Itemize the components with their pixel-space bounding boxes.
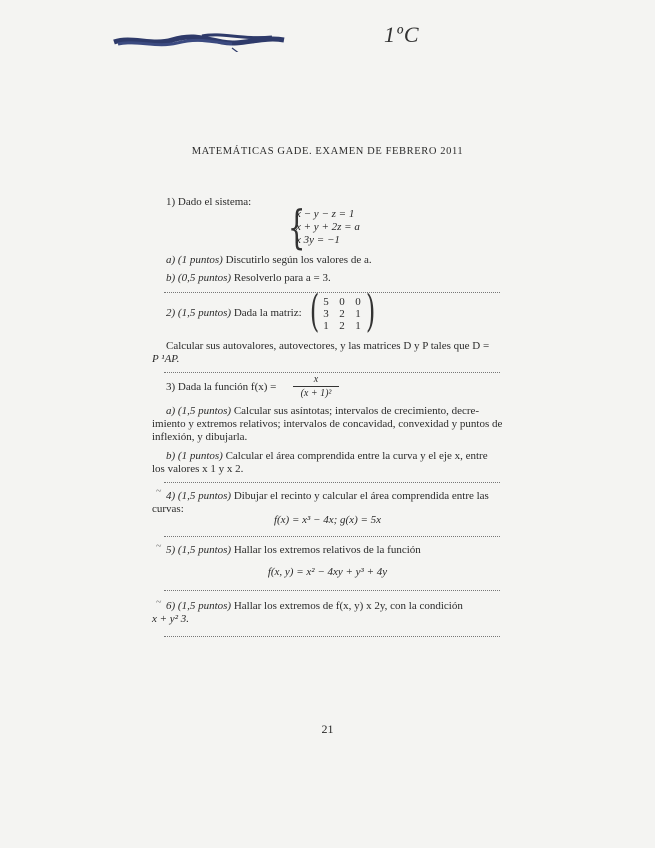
check-mark-icon: ~	[156, 486, 162, 497]
q4-line-2: curvas:	[152, 503, 184, 515]
q1-a-text: Discutirlo según los valores de a.	[225, 254, 372, 266]
q1-intro: 1) Dado el sistema:	[166, 196, 252, 208]
q1-b-points: b) (0,5 puntos)	[166, 272, 232, 284]
left-brace-icon: {	[287, 200, 306, 254]
left-paren-icon: (	[309, 286, 320, 337]
q6-text: Hallar los extremos de f(x, y) x 2y, con la condición	[233, 600, 463, 612]
q1-part-a	[166, 254, 372, 267]
q3-numerator: x	[313, 374, 319, 385]
q3-a-line-2: imiento y extremos relativos; intervalos de concavidad, convexidad y puntos de	[152, 418, 503, 430]
q5-text: Hallar los extremos relativos de la función	[233, 544, 421, 556]
q1-equation-3: x 3y = −1	[296, 234, 340, 246]
q2-statement	[166, 307, 302, 320]
matrix-cell: 5	[323, 296, 329, 308]
q4-line-1: Dibujar el recinto y calcular el área comprendida entre las	[233, 490, 489, 502]
matrix-cell: 2	[339, 308, 345, 320]
separator-2	[164, 372, 500, 373]
q5-statement	[166, 544, 421, 557]
q4-formula: f(x) = x³ − 4x; g(x) = 5x	[273, 514, 382, 526]
matrix-cell: 2	[339, 320, 345, 332]
fraction-bar	[293, 386, 339, 387]
q1-a-points: a) (1 puntos)	[166, 254, 223, 266]
q3-a-points: a) (1,5 puntos)	[166, 405, 232, 417]
q1-equation-2: x + y + 2z = a	[296, 221, 360, 233]
q4-statement	[166, 490, 502, 503]
separator-6	[164, 636, 500, 637]
matrix-cell: 1	[355, 308, 361, 320]
q6-points: 6) (1,5 puntos)	[166, 600, 232, 612]
matrix-cell: 0	[355, 296, 361, 308]
q1-b-text: Resolverlo para a = 3.	[233, 272, 331, 284]
matrix-cell: 0	[339, 296, 345, 308]
right-paren-icon: )	[365, 286, 376, 337]
q2-line-2: P ¹AP.	[152, 353, 180, 365]
q2-text: Dada la matriz:	[233, 307, 302, 319]
separator-5	[164, 590, 500, 591]
q1-part-b	[166, 272, 331, 285]
redacted-name-scribble	[112, 28, 287, 52]
q5-formula: f(x, y) = x² − 4xy + y³ + 4y	[267, 566, 388, 578]
q3-b-line-1: Calcular el área comprendida entre la curva y el eje x, entre	[225, 450, 488, 462]
q3-part-b	[166, 450, 502, 463]
separator-4	[164, 536, 500, 537]
q3-a-line-1: Calcular sus asíntotas; intervalos de crecimiento, decre-	[233, 405, 480, 417]
handwritten-group-label: 1ºC	[384, 22, 420, 47]
q3-intro: 3) Dada la función f(x) =	[166, 381, 277, 393]
q2-matrix	[309, 286, 376, 337]
q4-points: 4) (1,5 puntos)	[166, 490, 232, 502]
q3-denominator: (x + 1)²	[300, 388, 332, 399]
q3-part-a	[166, 405, 502, 418]
q1-equation-1: x − y − z = 1	[296, 208, 355, 220]
exam-title: MATEMÁTICAS GADE. EXAMEN DE FEBRERO 2011	[191, 146, 464, 157]
q6-statement	[166, 600, 506, 613]
q5-points: 5) (1,5 puntos)	[166, 544, 232, 556]
q2-points: 2) (1,5 puntos)	[166, 307, 232, 319]
matrix-cell: 1	[323, 320, 329, 332]
check-mark-icon: ~	[156, 597, 162, 608]
matrix-cell: 3	[323, 308, 329, 320]
separator-1	[164, 292, 500, 293]
q2-line-1: Calcular sus autovalores, autovectores, y las matrices D y P tales que D =	[166, 340, 490, 352]
q3-a-line-3: inflexión, y dibujarla.	[152, 431, 248, 443]
page-number: 21	[321, 722, 334, 736]
q3-b-points: b) (1 puntos)	[166, 450, 223, 462]
q6-line-2: x + y² 3.	[152, 613, 189, 625]
check-mark-icon: ~	[156, 541, 162, 552]
q3-b-line-2: los valores x 1 y x 2.	[152, 463, 244, 475]
matrix-cell: 1	[355, 320, 361, 332]
separator-3	[164, 482, 500, 483]
